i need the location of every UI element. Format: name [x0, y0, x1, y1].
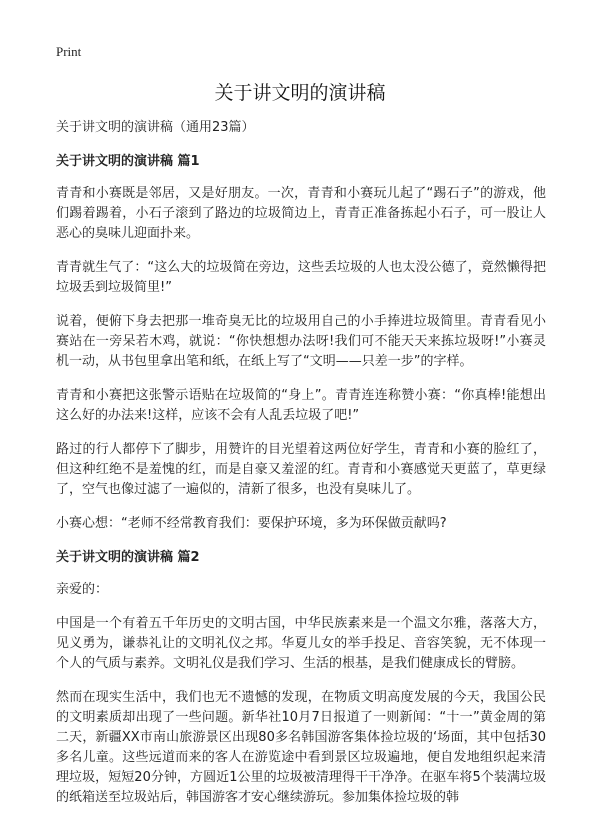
paragraph: 青青和小赛既是邻居，又是好朋友。一次，青青和小赛玩儿起了“踢石子”的游戏，他们踢着踢着，小石子滚到了路边的垃圾简边上，青青正准备拣起小石子，可一股让人恶心的臭味儿迎面扑来。 — [56, 186, 546, 241]
document-body — [56, 118, 546, 822]
paragraph: 亲爱的： — [56, 582, 109, 597]
paragraph: 说着，便俯下身去把那一堆奇臭无比的垃圾用自己的小手捧进垃圾简里。青青看见小赛站在一旁呆若木鸡，就说：“你快想想办法呀!我们可不能天天来拣垃圾呀!”小赛灵机一动，从书包里拿出笔和纸，在纸上写了“文明——只差一步”的字样。 — [56, 314, 546, 369]
paragraph: 中国是一个有着五千年历史的文明古国，中华民族素来是一个温文尔雅，落落大方，见义勇为，谦恭礼让的文明礼仪之邦。华夏儿女的举手投足、音容笑貌，无不体现一个人的气质与素养。文明礼仪是我们学习、生活的根基，是我们健康成长的臂膀。 — [56, 616, 546, 671]
print-link[interactable]: Print — [56, 44, 82, 59]
document-subtitle: 关于讲文明的演讲稿（通用23篇） — [56, 120, 255, 135]
paragraph: 小赛心想：“老师不经常教育我们：要保护环境，多为环保做贡献吗? — [56, 516, 447, 531]
page-title: 关于讲文明的演讲稿 — [214, 82, 386, 104]
paragraph: 青青就生气了：“这么大的垃圾简在旁边，这些丢垃圾的人也太没公德了，竟然懒得把垃圾丢到垃圾简里!” — [56, 260, 546, 295]
section-1 — [56, 152, 546, 534]
section-heading: 关于讲文明的演讲稿 篇2 — [56, 550, 200, 565]
paragraph: 青青和小赛把这张警示语贴在垃圾简的“身上”。青青连连称赞小赛：“你真棒!能想出这么好的办法来!这样，应该不会有人乱丢垃圾了吧!” — [56, 388, 546, 423]
section-2 — [56, 548, 546, 808]
paragraph: 然而在现实生活中，我们也无不遗憾的发现，在物质文明高度发展的今天，我国公民的文明素质却出现了一些问题。新华社10月7日报道了一则新闻：“十一”黄金周的第二天，新疆XX市南山旅游景区出现80多名韩国游客集体捡垃圾的‘场面，其中包括30多名儿童。这些远道而来的客人在游览途中看到景区垃圾遍地，便自发地组织起来清理垃圾，短短20分钟，方圆近1公里的垃圾被清理得干干净净。在驱车将5个装满垃圾的纸箱送至垃圾站后，韩国游客才安心继续游玩。参加集体捡垃圾的韩 — [56, 690, 546, 805]
paragraph: 路过的行人都停下了脚步，用赞许的目光望着这两位好学生，青青和小赛的脸红了，但这种红绝不是羞愧的红，而是自豪又羞涩的红。青青和小赛感觉天更蓝了，草更绿了，空气也像过滤了一遍似的，清新了很多，也没有臭味儿了。 — [56, 442, 546, 497]
section-heading: 关于讲文明的演讲稿 篇1 — [56, 154, 200, 169]
